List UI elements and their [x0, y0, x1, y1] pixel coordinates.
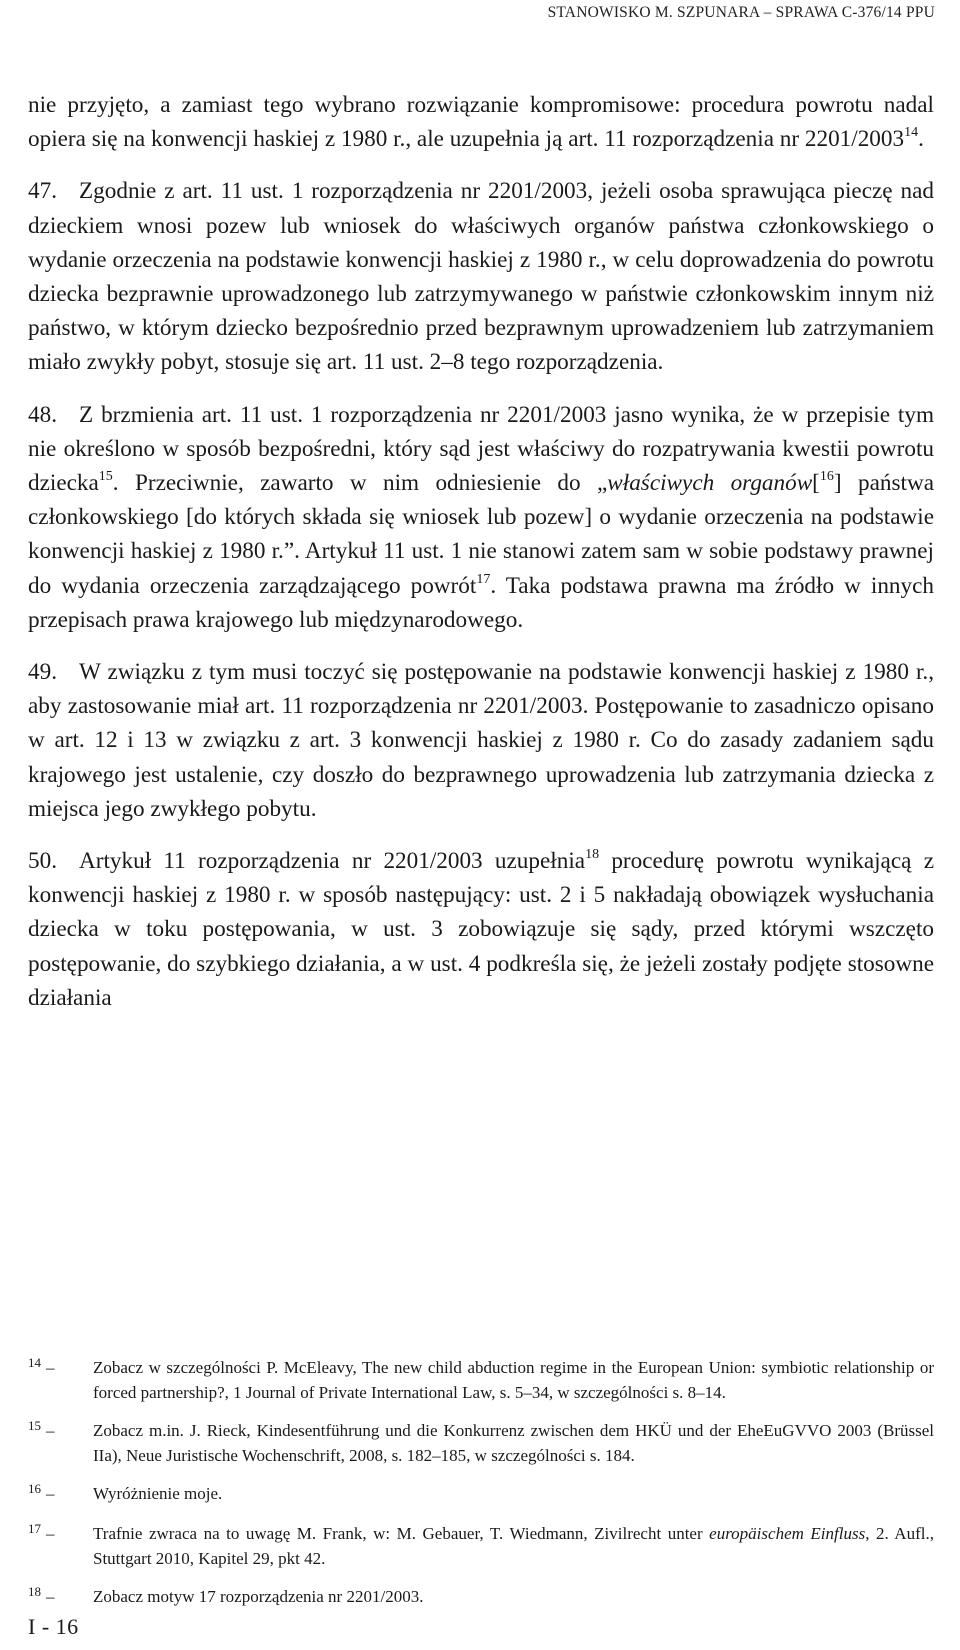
footnote-text-run: Zobacz motyw 17 rozporządzenia nr 2201/2003.: [93, 1587, 424, 1607]
footnote-dash: –: [46, 1484, 55, 1504]
paragraph-continuation: [28, 88, 934, 156]
paragraph-text: W związku z tym musi toczyć się postępowanie na podstawie konwencji haskiej z 1980 r., aby zastosowanie miał art. 11 rozporządzenia nr 2201/2003. Postępowanie to zasadniczo opisano w art. 12 i 13 w związku z art. 3 konwencji haskiej z 1980 r. Co do zasady zadaniem sądu krajowego jest ustalenie, czy doszło do bezprawnego uprowadzenia lub zatrzymania dziecka z miejsca jego zwykłego pobytu.: [28, 659, 934, 822]
footnote-number: 16: [28, 1481, 41, 1497]
footnote-number: 18: [28, 1584, 41, 1600]
footnote-ref-15[interactable]: 15: [98, 469, 113, 485]
paragraph-number: 50.: [28, 848, 57, 875]
running-header: STANOWISKO M. SZPUNARA – SPRAWA C-376/14 PPU: [547, 4, 935, 21]
paragraph-text: ] państwa członkowskiego [do których składa się wniosek lub pozew] o wydanie orzeczenia na podstawie konwencji haskiej z 1980 r.”. Artykuł 11 ust. 1 nie stanowi zatem sam w sobie podstawy prawnej do wydania orzeczenia zarządzającego powrót: [28, 470, 934, 599]
paragraph-48: [28, 398, 934, 637]
footnote-16: [28, 1482, 934, 1508]
footnote-number: 15: [28, 1418, 41, 1434]
footnote-text-run: , 2. Aufl., Stuttgart 2010, Kapitel 29, pkt 42.: [93, 1523, 934, 1568]
paragraph-47: [28, 174, 934, 379]
paragraph-number: 48.: [28, 401, 57, 428]
footnote-ref-16[interactable]: 16: [819, 469, 834, 485]
paragraph-49: [28, 655, 934, 826]
paragraph-number: 49.: [28, 659, 57, 686]
footnote-dash: –: [46, 1587, 55, 1607]
paragraph-50: [28, 844, 934, 1015]
body-text: [28, 88, 934, 1033]
footnote-text: [93, 1356, 934, 1405]
footnote-15: [28, 1419, 934, 1468]
footnote-ref-14[interactable]: 14: [904, 125, 919, 141]
footnote-text: [93, 1522, 934, 1571]
page-number: I - 16: [28, 1614, 79, 1639]
footnote-17: [28, 1522, 934, 1571]
paragraph-text: procedurę powrotu wynikającą z konwencji haskiej z 1980 r. w sposób następujący: ust. 2 i 5 nakładają obowiązek wysłuchania dziecka w toku postępowania, w ust. 3 zobowiązuje się sądy, przed którymi wszczęto postępowanie, do szybkiego działania, a w ust. 4 podkreśla się, że jeżeli zostały podjęte stosowne działania: [28, 848, 934, 1011]
footnote-text-run: Zobacz m.in. J. Rieck, Kindesentführung und die Konkurrenz zwischen dem HKÜ und der EheEuGVVO 2003 (Brüssel IIa), Neue Juristische Wochenschrift, 2008, s. 182–185, w szczególności s. 184.: [93, 1421, 934, 1465]
footnote-14: [28, 1356, 934, 1405]
footnote-number: 17: [28, 1520, 41, 1536]
footnote-text: [93, 1482, 934, 1508]
footnote-text-run: Wyróżnienie moje.: [93, 1484, 223, 1504]
footnote-text: [93, 1585, 934, 1611]
paragraph-text: Artykuł 11 rozporządzenia nr 2201/2003 uzupełnia: [79, 848, 586, 875]
paragraph-text: Zgodnie z art. 11 ust. 1 rozporządzenia nr 2201/2003, jeżeli osoba sprawująca pieczę nad dzieckiem wnosi pozew lub wniosek do właściwych organów państwa członkowskiego o wydanie orzeczenia na podstawie konwencji haskiej z 1980 r., w celu doprowadzenia do powrotu dziecka bezprawnie uprowadzonego lub zatrzymywanego w państwie członkowskim innym niż państwo, w którym dziecko bezpośrednio przed bezprawnym uprowadzeniem lub zatrzymaniem miało zwykły pobyt, stosuje się art. 11 ust. 2–8 tego rozporządzenia.: [28, 178, 934, 376]
footnote-ref-17[interactable]: 17: [476, 571, 491, 587]
footnote-dash: –: [46, 1523, 55, 1543]
paragraph-number: 47.: [28, 178, 57, 205]
paragraph-text: . Przeciwnie, zawarto w nim odniesienie do „: [112, 470, 608, 497]
paragraph-text: [: [812, 470, 820, 497]
footnote-number: 14: [28, 1355, 41, 1370]
paragraph-text: .: [918, 126, 924, 153]
footnotes: [28, 1356, 934, 1625]
emphasized-text: właściwych organów: [607, 470, 813, 497]
paragraph-text: nie przyjęto, a zamiast tego wybrano rozwiązanie kompromisowe: procedura powrotu nadal opiera się na konwencji haskiej z 1980 r., ale uzupełnia ją art. 11 rozporządzenia nr 2201/2003: [28, 92, 934, 153]
footnote-ref-18[interactable]: 18: [585, 847, 600, 863]
footnote-dash: –: [46, 1421, 55, 1441]
footnote-dash: –: [46, 1358, 55, 1377]
paragraph-text: . Taka podstawa prawna ma źródło w innych przepisach prawa krajowego lub międzynarodowego.: [28, 572, 934, 633]
paragraph-text: Z brzmienia art. 11 ust. 1 rozporządzenia nr 2201/2003 jasno wynika, że w przepisie tym nie określono w sposób bezpośredni, który sąd jest właściwy do rozpatrywania kwestii powrotu dziecka: [28, 401, 934, 497]
footnote-emphasized-text: europäischem Einfluss: [709, 1523, 866, 1543]
footnote-text-run: Trafnie zwraca na to uwagę M. Frank, w: M. Gebauer, T. Wiedmann, Zivilrecht unter: [93, 1523, 710, 1543]
footnote-18: [28, 1585, 934, 1611]
footnote-text: [93, 1419, 934, 1468]
footnote-text-run: Zobacz w szczególności P. McEleavy, The new child abduction regime in the European Union: symbiotic relationship or forced partnership?, 1 Journal of Private International Law, s. 5–34, w szczególności s. 8–14.: [93, 1358, 934, 1402]
